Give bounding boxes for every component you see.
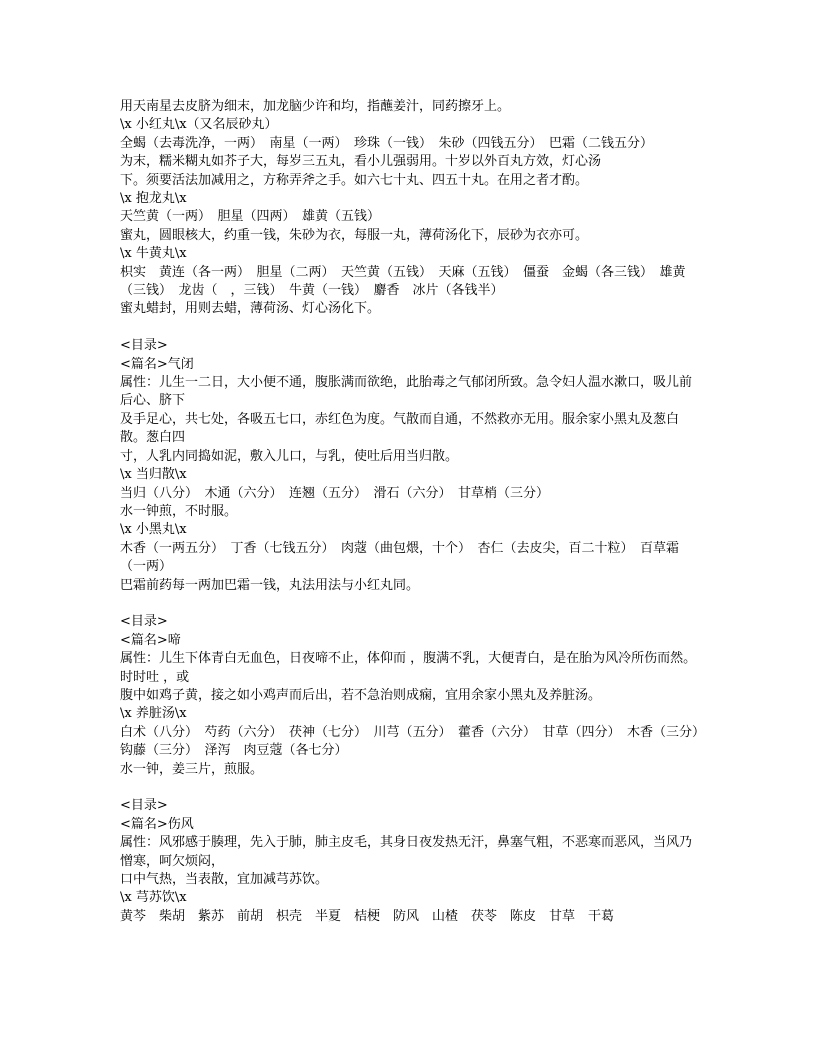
text-line: 白术（八分） 芍药（六分） 茯神（七分） 川芎（五分） 藿香（六分） 甘草（四分） 木香（三分） bbox=[120, 724, 706, 740]
text-line: \x 小黑丸\x bbox=[120, 522, 187, 538]
text-line: 水一钟煎，不时服。 bbox=[120, 503, 238, 519]
text-line: <篇名>伤风 bbox=[120, 816, 194, 832]
text-line: <目录> bbox=[120, 614, 168, 630]
text-line: 口中气热，当表散，宜加减芎苏饮。 bbox=[120, 872, 329, 888]
text-line: 水一钟，姜三片，煎服。 bbox=[120, 761, 264, 777]
text-line: 及手足心，共七处，各吸五七口，赤红色为度。气散而自通，不然救亦无用。服余家小黑丸及葱白散。葱白四 bbox=[120, 411, 680, 446]
text-line: 为末，糯米糊丸如芥子大，每岁三五丸，看小儿强弱用。十岁以外百丸方效，灯心汤 bbox=[120, 154, 602, 170]
text-line: 巴霜前药每一两加巴霜一钱，丸法用法与小红丸同。 bbox=[120, 577, 420, 593]
text-line: \x 牛黄丸\x bbox=[120, 246, 187, 262]
text-line: 寸，人乳内同捣如泥，敷入儿口，与乳，使吐后用当归散。 bbox=[120, 448, 459, 464]
text-line: 蜜丸蜡封，用则去蜡，薄荷汤、灯心汤化下。 bbox=[120, 301, 381, 317]
text-line: 黄芩 柴胡 紫苏 前胡 枳壳 半夏 桔梗 防风 山楂 茯苓 陈皮 甘草 干葛 bbox=[120, 908, 615, 924]
text-line: 属性：儿生一二日，大小便不通，腹胀满而欲绝，此胎毒之气郁闭所致。急令妇人温水漱口，吸儿前后心、脐下 bbox=[120, 375, 693, 409]
text-line: <篇名>气闭 bbox=[120, 356, 194, 372]
text-line: 用天南星去皮脐为细末，加龙脑少许和均，指蘸姜汁，同药擦牙上。 bbox=[120, 99, 511, 114]
text-line: 钩藤（三分） 泽泻 肉豆蔻（各七分） bbox=[120, 743, 348, 759]
text-line: 腹中如鸡子黄，接之如小鸡声而后出，若不急治则成痫，宜用余家小黑丸及养脏汤。 bbox=[120, 687, 602, 703]
blank-line bbox=[120, 595, 700, 613]
text-line: <目录> bbox=[120, 798, 168, 814]
text-line: \x 芎苏饮\x bbox=[120, 890, 187, 906]
text-line: 当归（八分） 木通（六分） 连翘（五分） 滑石（六分） 甘草梢（三分） bbox=[120, 485, 550, 501]
text-line: 属性：风邪感于腠理，先入于肺，肺主皮毛，其身日夜发热无汗，鼻塞气粗，不恶寒而恶风，当风乃憎寒，呵欠烦闷， bbox=[120, 835, 693, 869]
text-line: \x 小红丸\x（又名辰砂丸） bbox=[120, 117, 278, 133]
text-line: 枳实 黄连（各一两） 胆星（二两） 天竺黄（五钱） 天麻（五钱） 僵蚕 金蝎（各三钱） 雄黄 bbox=[120, 264, 686, 280]
text-line: \x 养脏汤\x bbox=[120, 706, 187, 722]
text-line: 蜜丸，圆眼核大，约重一钱，朱砂为衣，每服一丸，薄荷汤化下，辰砂为衣亦可。 bbox=[120, 227, 589, 243]
text-line: （三钱） 龙齿（ ，三钱） 牛黄（一钱） 麝香 冰片（各钱半） bbox=[120, 283, 504, 299]
text-line: 木香（一两五分） 丁香（七钱五分） 肉蔻（曲包煨，十个） 杏仁（去皮尖，百二十粒） 百草霜（一两） bbox=[120, 540, 680, 575]
text-line: \x 抱龙丸\x bbox=[120, 191, 187, 207]
text-line: 全蝎（去毒洗净，一两） 南星（一两） 珍珠（一钱） 朱砂（四钱五分） 巴霜（二钱五分） bbox=[120, 135, 654, 151]
text-line: <篇名>啼 bbox=[120, 632, 181, 648]
text-line: 下。须要活法加减用之，方称弄斧之手。如六七十丸、四五十丸。在用之者才酌。 bbox=[120, 172, 589, 188]
text-line: 天竺黄（一两） 胆星（四两） 雄黄（五钱） bbox=[120, 209, 381, 225]
blank-line bbox=[120, 779, 700, 797]
text-line: \x 当归散\x bbox=[120, 467, 187, 483]
text-line: <目录> bbox=[120, 338, 168, 354]
document-body bbox=[120, 98, 706, 926]
blank-line bbox=[120, 319, 700, 337]
text-line: 属性：儿生下体青白无血色，日夜啼不止，体仰而 ，腹满不乳，大便青白，是在胎为风冷所伤而然。时时吐 ，或 bbox=[120, 651, 697, 685]
